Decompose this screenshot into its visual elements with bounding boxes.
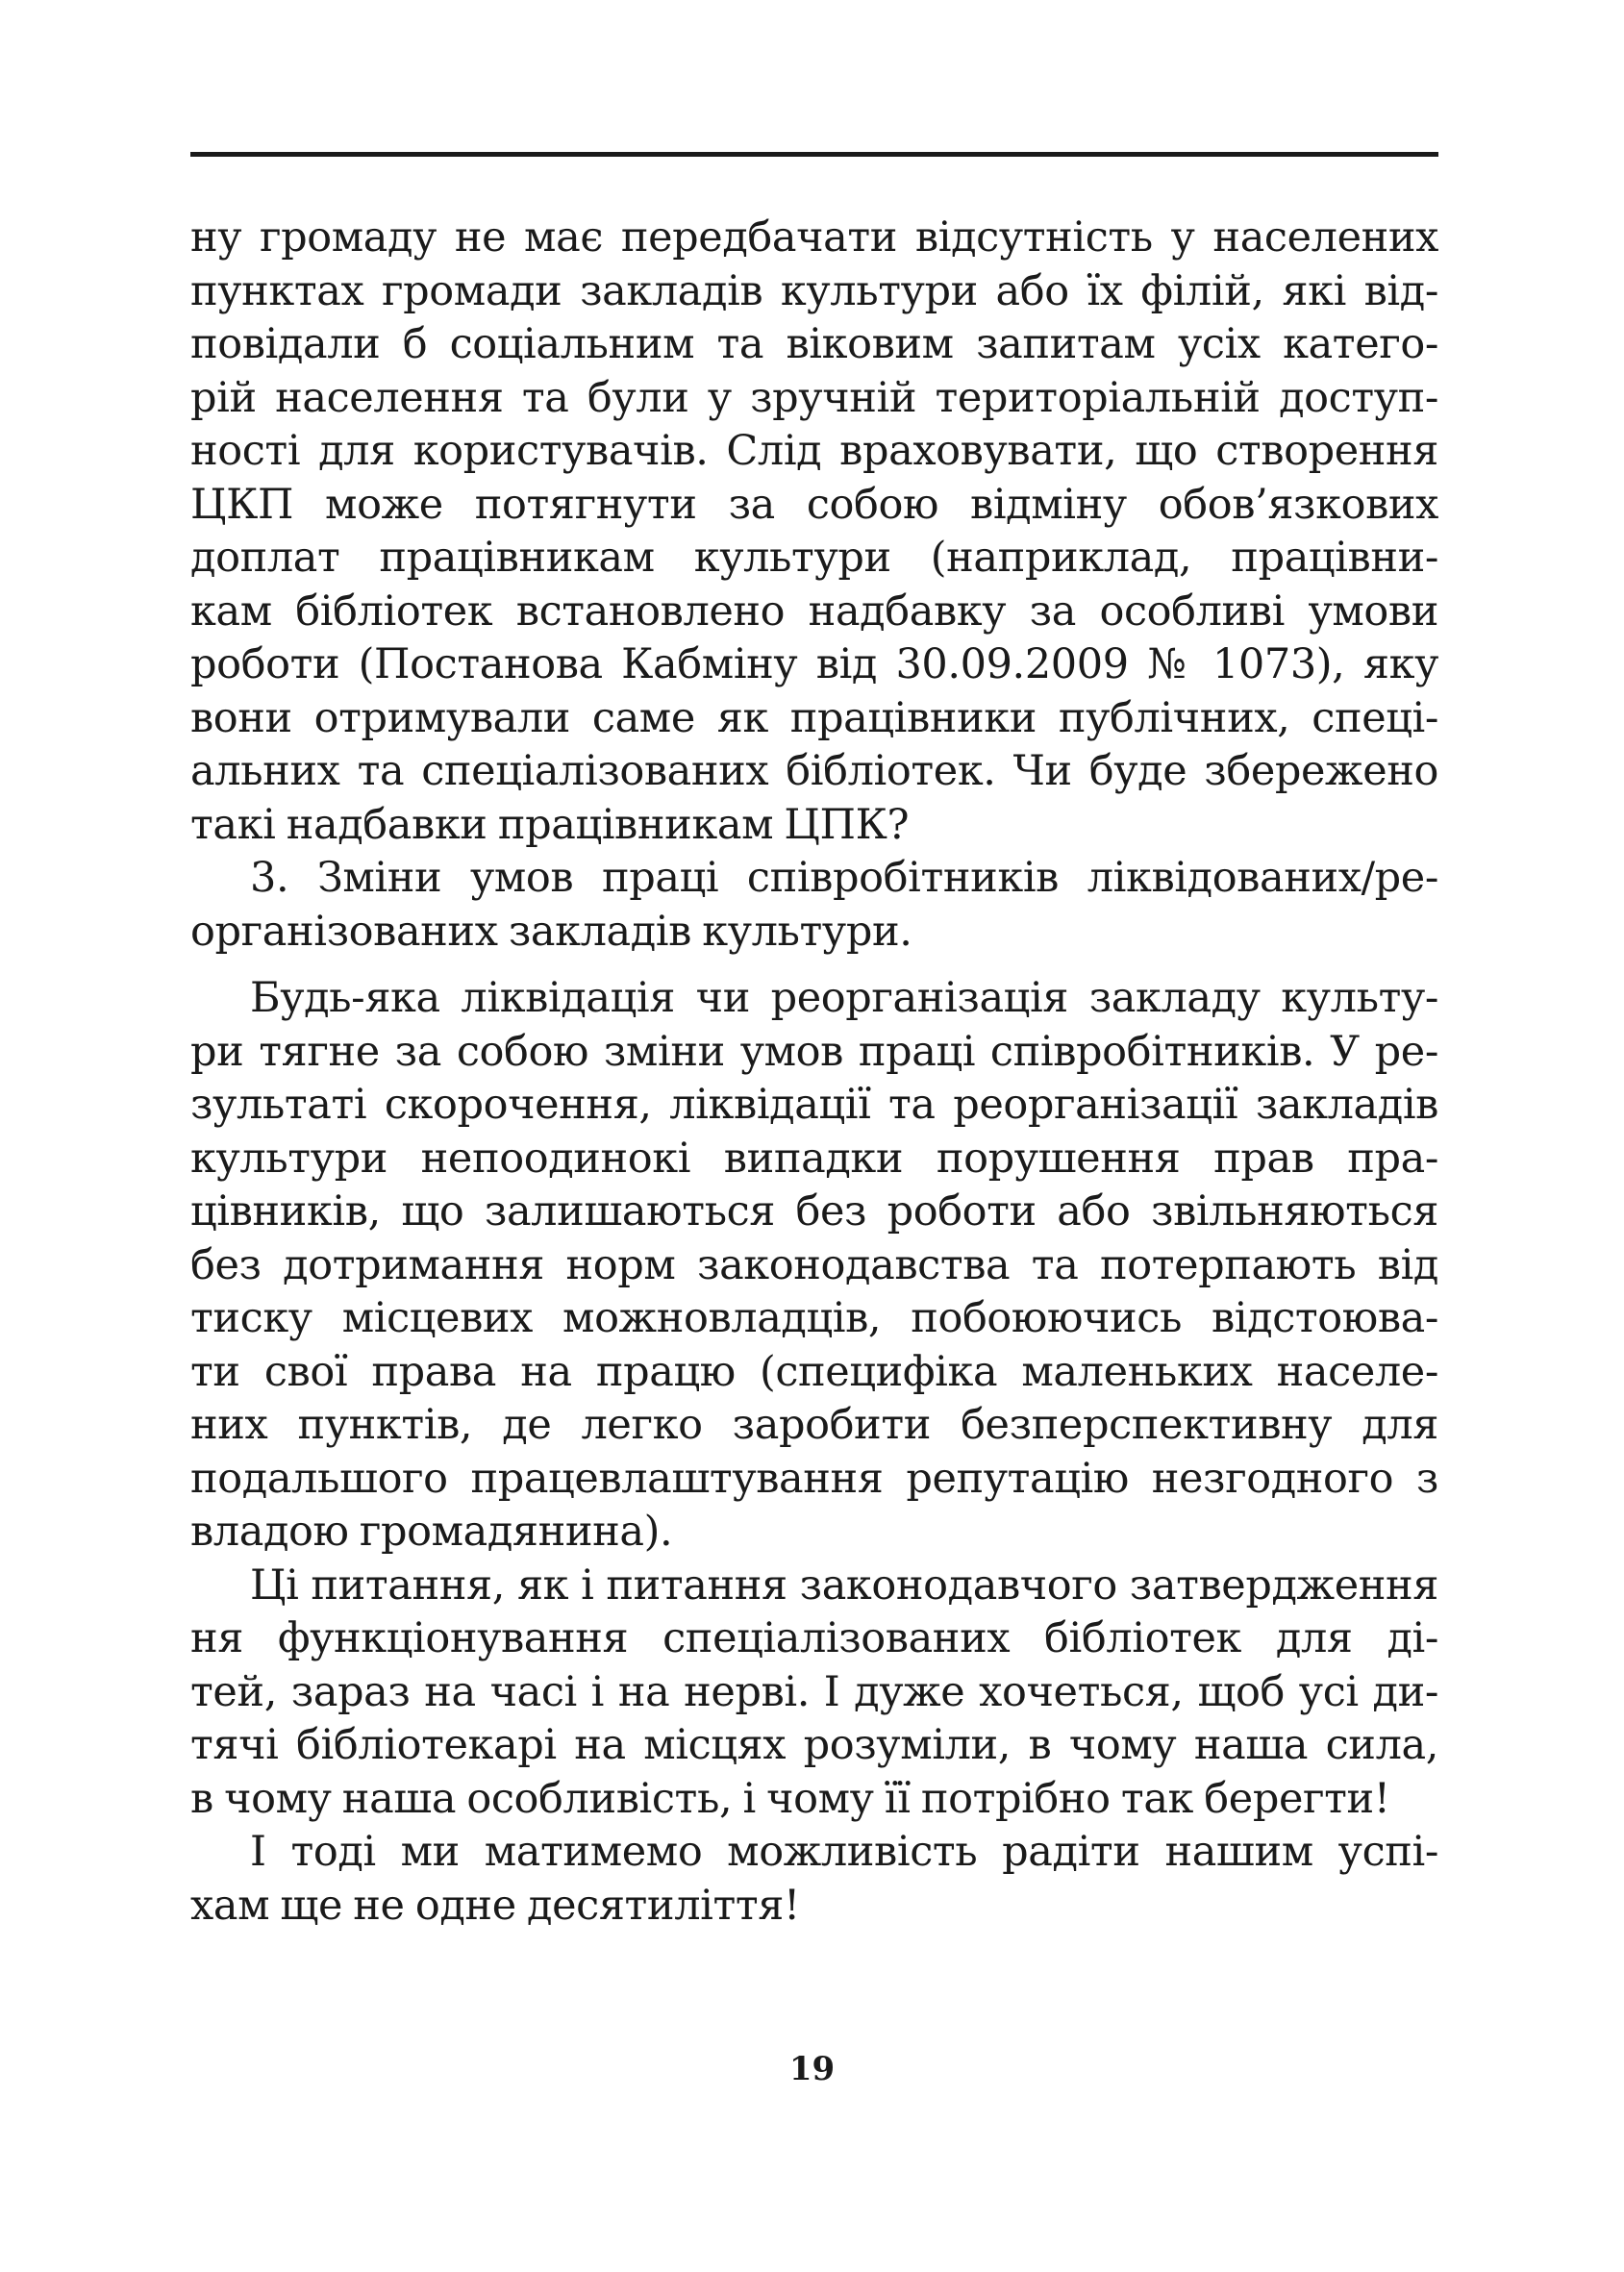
text-line: ти свої права на працю (специфіка маленьких населе-: [190, 1347, 1438, 1396]
text-line: цівників, що залишаються без роботи або звільняються: [190, 1187, 1438, 1236]
text-line: ну громаду не має передбачати відсутність у населених: [190, 213, 1438, 262]
text-line: без дотримання норм законодавства та потерпають від: [190, 1240, 1438, 1289]
text-line: рій населення та були у зручній територіальній доступ-: [190, 373, 1438, 422]
text-line: такі надбавки працівникам ЦПК?: [190, 800, 910, 849]
text-line: доплат працівникам культури (наприклад, працівни-: [190, 534, 1438, 582]
body-text: [190, 212, 1438, 1933]
text-line: ня функціонування спеціалізованих бібліотек для ді-: [190, 1614, 1438, 1662]
text-line: І тоді ми матимемо можливість радіти нашим успі-: [250, 1828, 1438, 1876]
paragraph-1: [190, 212, 1438, 852]
text-line: роботи (Постанова Кабміну від 30.09.2009 № 1073), яку: [190, 640, 1438, 688]
text-line: тей, зараз на часі і на нерві. І дуже хочеться, щоб усі ди-: [190, 1667, 1438, 1716]
page-number: 19: [788, 2050, 836, 2088]
text-line: культури непоодинокі випадки порушення прав пра-: [190, 1134, 1438, 1183]
text-line: повідали б соціальним та віковим запитам усіх катего-: [190, 320, 1438, 368]
text-line: владою громадянина).: [190, 1508, 673, 1556]
text-line: ності для користувачів. Слід враховувати, що створення: [190, 427, 1438, 475]
paragraph-gap: [190, 959, 1438, 972]
paragraph-2: [190, 852, 1438, 959]
text-line: подальшого працевлаштування репутацію незгодного з: [190, 1454, 1438, 1503]
text-line: кам бібліотек встановлено надбавку за особливі умови: [190, 587, 1438, 636]
text-line: організованих закладів культури.: [190, 907, 912, 956]
text-line: в чому наша особливість, і чому її потрібно так берегти!: [190, 1774, 1390, 1823]
paragraph-5: [190, 1826, 1438, 1933]
text-line: ЦКП може потягнути за собою відміну обов’язкових: [190, 480, 1438, 529]
paragraph-4: [190, 1560, 1438, 1827]
text-line: 3. Зміни умов праці співробітників ліквідованих/ре-: [250, 854, 1438, 902]
text-line: ри тягне за собою зміни умов праці співробітників. У ре-: [190, 1027, 1438, 1076]
text-line: зультаті скорочення, ліквідації та реорганізації закладів: [190, 1081, 1438, 1129]
text-line: пунктах громади закладів культури або їх філій, які від-: [190, 266, 1438, 315]
text-line: Ці питання, як і питання законодавчого затвердження: [250, 1560, 1438, 1610]
text-line: тиску місцевих можновладців, побоюючись відстоюва-: [190, 1294, 1438, 1342]
text-line: альних та спеціалізованих бібліотек. Чи буде збережено: [190, 747, 1438, 795]
text-line: тячі бібліотекарі на місцях розуміли, в чому наша сила,: [190, 1721, 1438, 1769]
text-line: вони отримували саме як працівники публічних, спеці-: [190, 693, 1438, 742]
paragraph-3: [190, 972, 1438, 1560]
text-line: них пунктів, де легко заробити безперспективну для: [190, 1401, 1438, 1449]
text-line: хам ще не одне десятиліття!: [190, 1881, 800, 1930]
header-rule: [190, 152, 1438, 157]
text-line: Будь-яка ліквідація чи реорганізація закладу культу-: [250, 974, 1438, 1022]
